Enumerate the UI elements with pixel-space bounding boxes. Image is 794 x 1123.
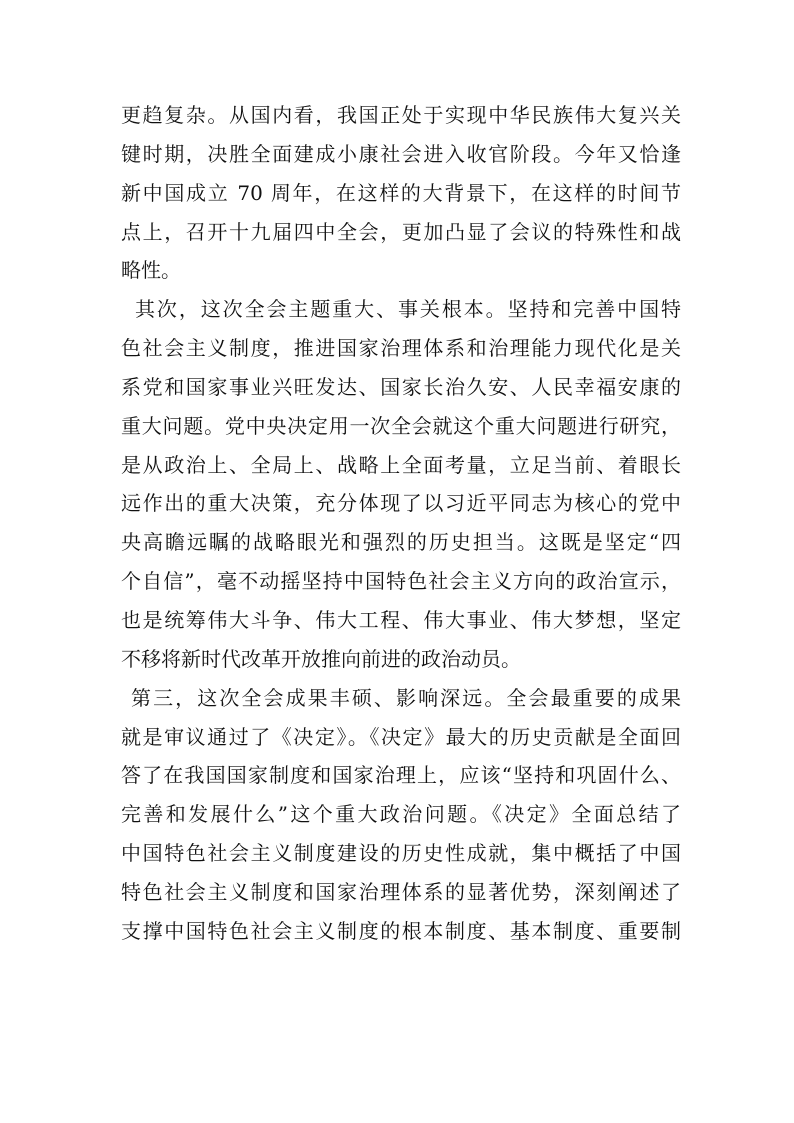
text-line: 新中国成立 70 周年，在这样的大背景下，在这样的时间节 (121, 180, 681, 205)
text-line: 系党和国家事业兴旺发达、国家长治久安、人民幸福安康的 (121, 374, 681, 399)
text-line: 答了在我国国家制度和国家治理上，应该“坚持和巩固什么、 (121, 763, 681, 788)
text-line: 键时期，决胜全面建成小康社会进入收官阶段。今年又恰逢 (121, 141, 681, 166)
paragraph-start-line: 其次，这次全会主题重大、事关根本。坚持和完善中国特 (135, 297, 681, 322)
paragraph-start-line: 第三，这次全会成果丰硕、影响深远。全会最重要的成果 (131, 685, 681, 710)
text-line: 就是审议通过了《决定》。《决定》最大的历史贡献是全面回 (121, 724, 681, 749)
text-line: 个自信”，毫不动摇坚持中国特色社会主义方向的政治宣示， (121, 569, 681, 594)
text-line: 略性。 (121, 258, 181, 283)
text-line: 重大问题。党中央决定用一次全会就这个重大问题进行研究， (121, 413, 681, 438)
text-line: 也是统筹伟大斗争、伟大工程、伟大事业、伟大梦想，坚定 (121, 607, 681, 632)
text-line: 支撑中国特色社会主义制度的根本制度、基本制度、重要制 (121, 918, 681, 943)
text-line: 更趋复杂。从国内看，我国正处于实现中华民族伟大复兴关 (121, 103, 681, 127)
text-line: 中国特色社会主义制度建设的历史性成就，集中概括了中国 (121, 841, 681, 866)
text-line: 色社会主义制度，推进国家治理体系和治理能力现代化是关 (121, 336, 681, 361)
text-line: 点上，召开十九届四中全会，更加凸显了会议的特殊性和战 (121, 219, 681, 244)
body-text (121, 96, 681, 951)
text-line: 完善和发展什么”这个重大政治问题。《决定》全面总结了 (121, 802, 681, 827)
text-line: 不移将新时代改革开放推向前进的政治动员。 (121, 646, 521, 671)
text-line: 远作出的重大决策，充分体现了以习近平同志为核心的党中 (121, 491, 681, 516)
text-line: 央高瞻远瞩的战略眼光和强烈的历史担当。这既是坚定“四 (121, 530, 681, 555)
text-line: 特色社会主义制度和国家治理体系的显著优势，深刻阐述了 (121, 879, 681, 904)
text-line: 是从政治上、全局上、战略上全面考量，立足当前、着眼长 (121, 452, 681, 477)
